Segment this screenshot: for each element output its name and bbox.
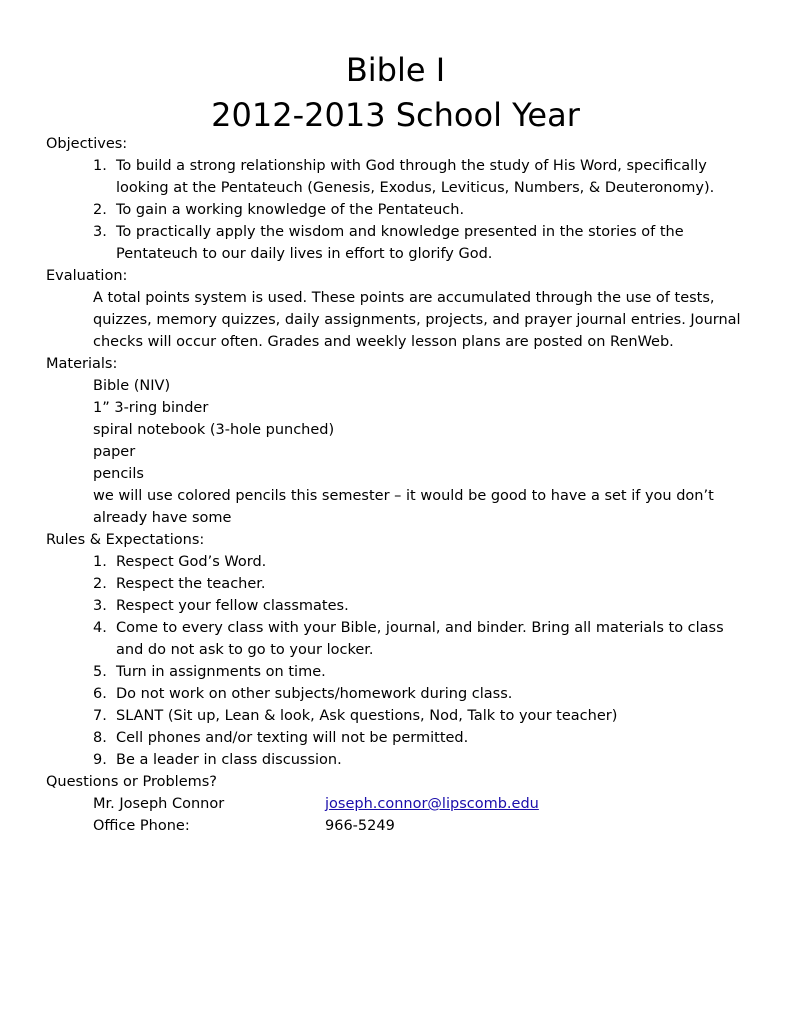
- list-item: [46, 595, 746, 617]
- item-text: Cell phones and/or texting will not be permitted.: [116, 730, 469, 746]
- list-item: [46, 661, 746, 683]
- list-item: [46, 221, 746, 265]
- list-item: 1” 3-ring binder: [93, 400, 209, 416]
- objectives-heading: Objectives:: [46, 136, 128, 152]
- item-number: 8.: [93, 730, 107, 746]
- item-number: 6.: [93, 686, 107, 702]
- questions-section: [46, 771, 746, 837]
- phone-row: [46, 815, 746, 837]
- item-number: 4.: [93, 620, 107, 636]
- list-item: [46, 705, 746, 727]
- rules-list: [46, 551, 746, 771]
- phone-label: Office Phone:: [93, 818, 190, 834]
- item-number: 3.: [93, 224, 107, 240]
- item-number: 9.: [93, 752, 107, 768]
- list-item: we will use colored pencils this semester – it would be good to have a set if you don’t already have some: [93, 488, 714, 526]
- evaluation-section: [46, 265, 746, 353]
- evaluation-heading: Evaluation:: [46, 268, 128, 284]
- item-text: Come to every class with your Bible, journal, and binder. Bring all materials to class and do not ask to go to your locker.: [116, 620, 724, 658]
- item-number: 3.: [93, 598, 107, 614]
- objectives-section: [46, 133, 746, 265]
- document-subtitle: 2012-2013 School Year: [211, 96, 580, 134]
- rules-heading: Rules & Expectations:: [46, 532, 205, 548]
- item-number: 2.: [93, 576, 107, 592]
- contact-row: [46, 793, 746, 815]
- list-item: pencils: [93, 466, 144, 482]
- document-title: Bible I: [345, 51, 446, 89]
- list-item: [46, 683, 746, 705]
- item-number: 1.: [93, 158, 107, 174]
- list-item: [46, 551, 746, 573]
- item-text: To build a strong relationship with God through the study of His Word, specifically looking at the Pentateuch (Genesis, Exodus, Leviticus, Numbers, & Deuteronomy).: [116, 158, 715, 196]
- document-body: [46, 133, 746, 837]
- item-number: 2.: [93, 202, 107, 218]
- item-text: Do not work on other subjects/homework during class.: [116, 686, 513, 702]
- list-item: spiral notebook (3-hole punched): [93, 422, 335, 438]
- item-number: 1.: [93, 554, 107, 570]
- list-item: Bible (NIV): [93, 378, 171, 394]
- item-number: 5.: [93, 664, 107, 680]
- item-text: Respect your fellow classmates.: [116, 598, 349, 614]
- item-text: Be a leader in class discussion.: [116, 752, 342, 768]
- teacher-name: Mr. Joseph Connor: [93, 796, 225, 812]
- objectives-list: [46, 155, 746, 265]
- list-item: paper: [93, 444, 136, 460]
- list-item: [46, 155, 746, 199]
- item-text: Respect the teacher.: [116, 576, 266, 592]
- evaluation-text: A total points system is used. These points are accumulated through the use of tests, quizzes, memory quizzes, daily assignments, projects, and prayer journal entries. Journal checks will occur often. Grades and weekly lesson plans are posted on RenWeb.: [93, 290, 741, 350]
- list-item: [46, 617, 746, 661]
- list-item: [46, 749, 746, 771]
- materials-heading: Materials:: [46, 356, 118, 372]
- questions-heading: Questions or Problems?: [46, 774, 217, 790]
- materials-section: [46, 353, 746, 529]
- list-item: [46, 727, 746, 749]
- email-link[interactable]: joseph.connor@lipscomb.edu: [325, 796, 539, 812]
- item-text: To gain a working knowledge of the Pentateuch.: [116, 202, 465, 218]
- item-text: Respect God’s Word.: [116, 554, 267, 570]
- list-item: [46, 573, 746, 595]
- item-number: 7.: [93, 708, 107, 724]
- phone-number: 966-5249: [325, 818, 395, 834]
- item-text: To practically apply the wisdom and knowledge presented in the stories of the Pentateuch to our daily lives in effort to glorify God.: [116, 224, 684, 262]
- rules-section: [46, 529, 746, 771]
- item-text: Turn in assignments on time.: [116, 664, 326, 680]
- item-text: SLANT (Sit up, Lean & look, Ask questions, Nod, Talk to your teacher): [116, 708, 618, 724]
- list-item: [46, 199, 746, 221]
